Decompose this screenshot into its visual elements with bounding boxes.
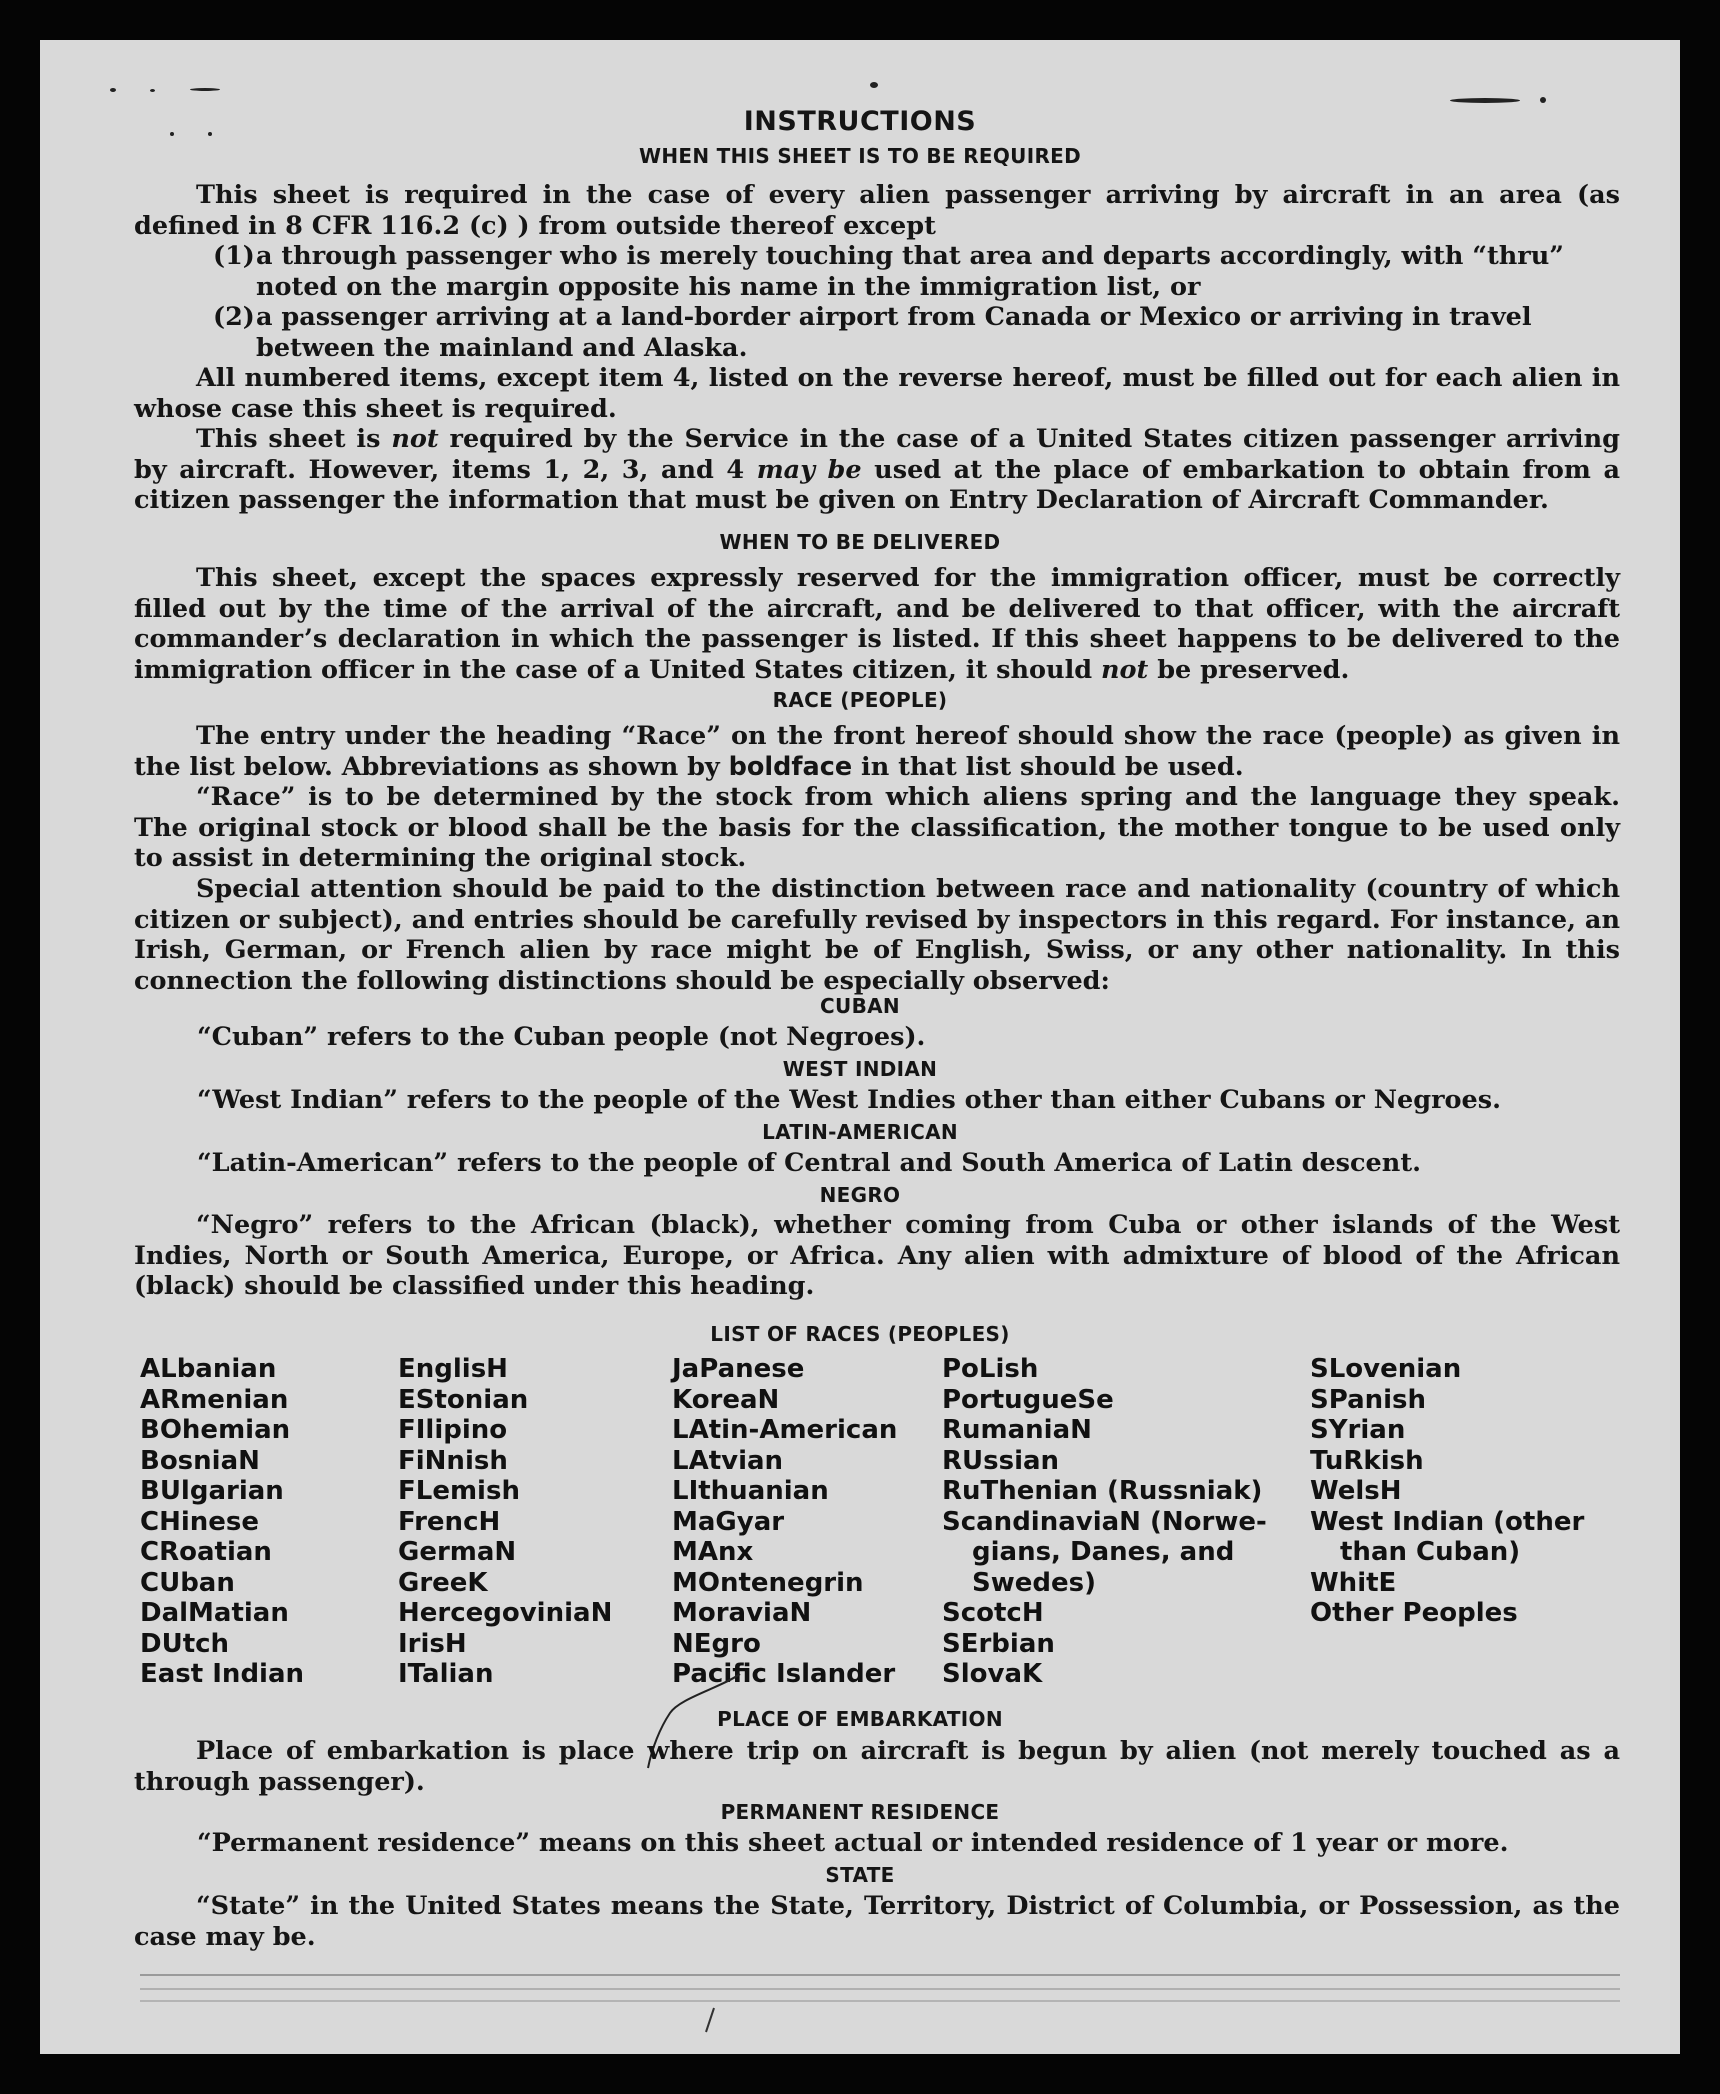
race-entry: SPanish — [1310, 1384, 1427, 1415]
race-entry: Pacific Islander — [672, 1659, 896, 1689]
race-entry: RUssian — [942, 1445, 1060, 1476]
race-entry: CUban — [140, 1567, 235, 1598]
footer-rule — [140, 2000, 1620, 2002]
race-entry: FLemish — [398, 1476, 520, 1506]
definition-west-indian: “West Indian” refers to the people of the West Indies other than either Cubans or Negroes. — [197, 1085, 1501, 1115]
speck — [190, 88, 220, 91]
text-emphasis: not — [1100, 654, 1149, 685]
race-entry: DUtch — [140, 1628, 230, 1659]
race-entry: BUlgarian — [140, 1476, 284, 1506]
paragraph-race-1 — [134, 721, 1620, 782]
races-column-1 — [140, 1354, 304, 1690]
race-entry: CRoatian — [140, 1537, 272, 1567]
race-entry: TuRkish — [1310, 1445, 1424, 1476]
heading-embarkation: PLACE OF EMBARKATION — [717, 1707, 1003, 1731]
race-entry: SErbian — [942, 1628, 1055, 1659]
text-emphasis: may be — [756, 454, 862, 485]
footer-rule — [140, 1988, 1620, 1990]
races-column-3 — [672, 1354, 897, 1690]
exception-item-2 — [213, 302, 1620, 363]
race-entry: ALbanian — [140, 1354, 277, 1384]
race-entry: HercegoviniaN — [398, 1598, 613, 1628]
race-entry: MOntenegrin — [672, 1567, 864, 1598]
definition-cuban: “Cuban” refers to the Cuban people (not Negroes). — [197, 1022, 926, 1052]
text-fragment: be preserved. — [1148, 654, 1350, 685]
speck — [1450, 98, 1520, 103]
heading-list-of-races: LIST OF RACES (PEOPLES) — [710, 1322, 1010, 1346]
race-entry: East Indian — [140, 1659, 305, 1689]
speck — [870, 82, 878, 88]
page-title: INSTRUCTIONS — [743, 106, 977, 137]
paragraph-race-2: “Race” is to be determined by the stock from which aliens spring and the language they speak. The original stock or blood shall be the basis for the classification, the mother tongue to be used only to assist in determining the original stock. — [134, 782, 1620, 873]
race-entry: LAtin-American — [672, 1415, 898, 1445]
definition-permanent-residence: “Permanent residence” means on this sheet actual or intended residence of 1 year or more. — [197, 1828, 1509, 1858]
race-entry: FiNnish — [398, 1445, 508, 1476]
definition-negro: “Negro” refers to the African (black), whether coming from Cuba or other islands of the West Indies, North or South America, Europe, or Africa. Any alien with admixture of blood of the African (black) should be classified under this heading. — [134, 1210, 1620, 1301]
heading-west-indian: WEST INDIAN — [782, 1057, 938, 1081]
speck — [110, 88, 116, 92]
heading-cuban: CUBAN — [820, 994, 900, 1018]
race-entry: WhitE — [1310, 1567, 1397, 1598]
exception-text-1: a through passenger who is merely touching that area and departs accordingly, with “thru” noted on the margin opposite his name in the immigration list, or — [256, 241, 1564, 302]
race-entry: PoLish — [942, 1354, 1039, 1384]
paragraph-not-required — [134, 424, 1620, 516]
heading-when-required: WHEN THIS SHEET IS TO BE REQUIRED — [638, 144, 1082, 168]
race-entry: SLovenian — [1310, 1354, 1462, 1384]
race-entry: GermaN — [398, 1537, 517, 1567]
exception-text-2: a passenger arriving at a land-border airport from Canada or Mexico or arriving in travel between the mainland and Alaska. — [256, 302, 1532, 363]
heading-latin-american: LATIN-AMERICAN — [762, 1120, 958, 1144]
race-entry: BosniaN — [140, 1445, 260, 1476]
definition-state: “State” in the United States means the State, Territory, District of Columbia, or Possession, as the case may be. — [134, 1891, 1620, 1952]
race-entry: IrisH — [398, 1628, 467, 1659]
races-column-4 — [942, 1354, 1267, 1690]
heading-when-delivered: WHEN TO BE DELIVERED — [719, 530, 1001, 554]
races-column-5 — [1310, 1354, 1584, 1629]
race-entry: ScandinaviaN (Norwe- — [942, 1506, 1267, 1537]
footer-rule — [140, 1974, 1620, 1976]
text-fragment: required by the Service in the case of a United States citizen passenger arriving by aircraft. However, items 1, 2, 3, and 4 — [134, 424, 1620, 485]
race-entry: FIlipino — [398, 1415, 508, 1445]
exception-number-1: (1) — [213, 241, 255, 271]
text-fragment: This sheet, except the spaces expressly reserved for the immigration officer, must be correctly filled out by the time of the arrival of the aircraft, and be delivered to that officer, with the aircraft commander’s declaration in which the passenger is listed. If this sheet happens to be delivered to the immigration officer in the case of a United States citizen, it should — [134, 563, 1620, 685]
race-entry: West Indian (other — [1310, 1506, 1585, 1537]
race-entry: ScotcH — [942, 1598, 1044, 1628]
race-entry: NEgro — [672, 1628, 761, 1659]
race-entry: MoraviaN — [672, 1598, 812, 1628]
paragraph-numbered-items: All numbered items, except item 4, listed on the reverse hereof, must be filled out for each alien in whose case this sheet is required. — [134, 363, 1620, 424]
race-entry-continued: than Cuban) — [1340, 1537, 1521, 1567]
race-entry: BOhemian — [140, 1415, 291, 1445]
definition-latin-american: “Latin-American” refers to the people of Central and South America of Latin descent. — [197, 1148, 1421, 1178]
paragraph-required-intro: This sheet is required in the case of every alien passenger arriving by aircraft in an area (as defined in 8 CFR 116.2 (c) ) from outside thereof except — [134, 180, 1620, 241]
race-entry: MaGyar — [672, 1506, 785, 1537]
speck — [1540, 97, 1546, 103]
race-entry: KoreaN — [672, 1384, 780, 1415]
text-emphasis: not — [391, 424, 439, 454]
race-entry: CHinese — [140, 1506, 260, 1537]
race-entry: SlovaK — [942, 1659, 1043, 1689]
heading-negro: NEGRO — [819, 1183, 901, 1207]
race-entry: DalMatian — [140, 1598, 289, 1628]
race-entry: ARmenian — [140, 1384, 289, 1415]
text-fragment: This sheet is — [196, 424, 392, 454]
race-entry: Other Peoples — [1310, 1598, 1518, 1628]
paragraph-when-delivered — [134, 563, 1620, 685]
race-entry: PortugueSe — [942, 1384, 1114, 1415]
instruction-sheet — [40, 40, 1680, 2054]
text-fragment: The entry under the heading “Race” on the front hereof should show the race (people) as given in the list below. Abbreviations as shown by — [134, 721, 1620, 782]
race-entry: SYrian — [1310, 1415, 1406, 1445]
race-entry: FrencH — [398, 1506, 501, 1537]
text-fragment: used at the place of embarkation to obtain from a citizen passenger the information that must be given on Entry Declaration of Aircraft Commander. — [134, 454, 1620, 515]
exception-item-1 — [213, 241, 1620, 302]
pencil-mark-icon — [700, 2006, 720, 2036]
definition-embarkation: Place of embarkation is place where trip on aircraft is begun by alien (not merely touched as a through passenger). — [134, 1736, 1620, 1797]
race-entry: LAtvian — [672, 1445, 784, 1476]
race-entry-continued: Swedes) — [972, 1567, 1096, 1598]
heading-permanent-residence: PERMANENT RESIDENCE — [720, 1800, 1000, 1824]
exception-number-2: (2) — [213, 302, 255, 332]
race-entry: MAnx — [672, 1537, 754, 1567]
race-entry: JaPanese — [672, 1354, 805, 1384]
race-entry: ITalian — [398, 1659, 494, 1689]
race-entry: RumaniaN — [942, 1415, 1092, 1445]
race-entry: WelsH — [1310, 1476, 1402, 1506]
text-fragment: in that list should be used. — [852, 751, 1244, 782]
race-entry-continued: gians, Danes, and — [972, 1537, 1235, 1567]
speck — [150, 89, 155, 92]
race-entry: GreeK — [398, 1567, 488, 1598]
race-entry: LIthuanian — [672, 1476, 829, 1506]
boldface-sample: boldface — [728, 751, 853, 782]
paragraph-race-3: Special attention should be paid to the distinction between race and nationality (country of which citizen or subject), and entries should be carefully revised by inspectors in this regard. For instance, an Irish, German, or French alien by race might be of English, Swiss, or any other nationality. In this connection the following distinctions should be especially observed: — [134, 874, 1620, 996]
race-entry: EStonian — [398, 1384, 529, 1415]
race-entry: EnglisH — [398, 1354, 508, 1384]
races-column-2 — [398, 1354, 612, 1690]
race-entry: RuThenian (Russniak) — [942, 1476, 1263, 1506]
heading-race: RACE (PEOPLE) — [772, 688, 948, 712]
heading-state: STATE — [825, 1863, 895, 1887]
